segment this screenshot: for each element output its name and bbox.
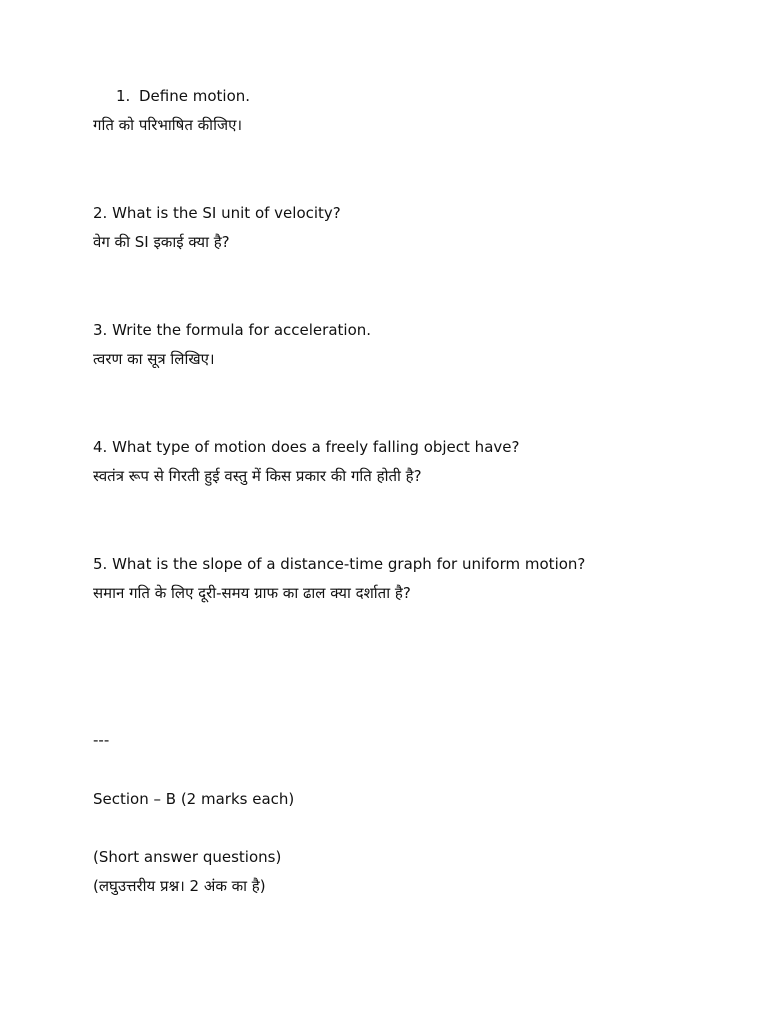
question-4-number: 4.	[93, 438, 108, 456]
question-3-english	[93, 321, 371, 339]
question-2-number: 2.	[93, 204, 108, 222]
question-2-hindi: वेग की SI इकाई क्या है?	[93, 233, 230, 251]
question-5-english	[93, 555, 585, 573]
section-title: Section – B (2 marks each)	[93, 790, 295, 808]
question-4-english	[93, 438, 519, 456]
question-3-text: Write the formula for acceleration.	[112, 321, 372, 339]
question-3-hindi: त्वरण का सूत्र लिखिए।	[93, 350, 215, 368]
question-2-english	[93, 204, 341, 222]
question-4-hindi: स्वतंत्र रूप से गिरती हुई वस्तु में किस प्रकार की गति होती है?	[93, 467, 422, 485]
section-subtitle-english: (Short answer questions)	[93, 848, 282, 866]
question-1-hindi: गति को परिभाषित कीजिए।	[93, 116, 243, 134]
question-4-text: What type of motion does a freely falling object have?	[112, 438, 520, 456]
separator-text: ---	[93, 731, 110, 749]
question-1-english	[116, 87, 250, 105]
question-5-text: What is the slope of a distance-time graph for uniform motion?	[112, 555, 586, 573]
question-1-text: Define motion.	[139, 87, 251, 105]
question-3-number: 3.	[93, 321, 108, 339]
question-5-number: 5.	[93, 555, 108, 573]
question-2-text: What is the SI unit of velocity?	[112, 204, 341, 222]
section-subtitle-hindi: (लघुउत्तरीय प्रश्न। 2 अंक का है)	[93, 877, 266, 895]
question-1-number: 1.	[116, 87, 131, 105]
question-5-hindi: समान गति के लिए दूरी-समय ग्राफ का ढाल क्या दर्शाता है?	[93, 584, 411, 602]
